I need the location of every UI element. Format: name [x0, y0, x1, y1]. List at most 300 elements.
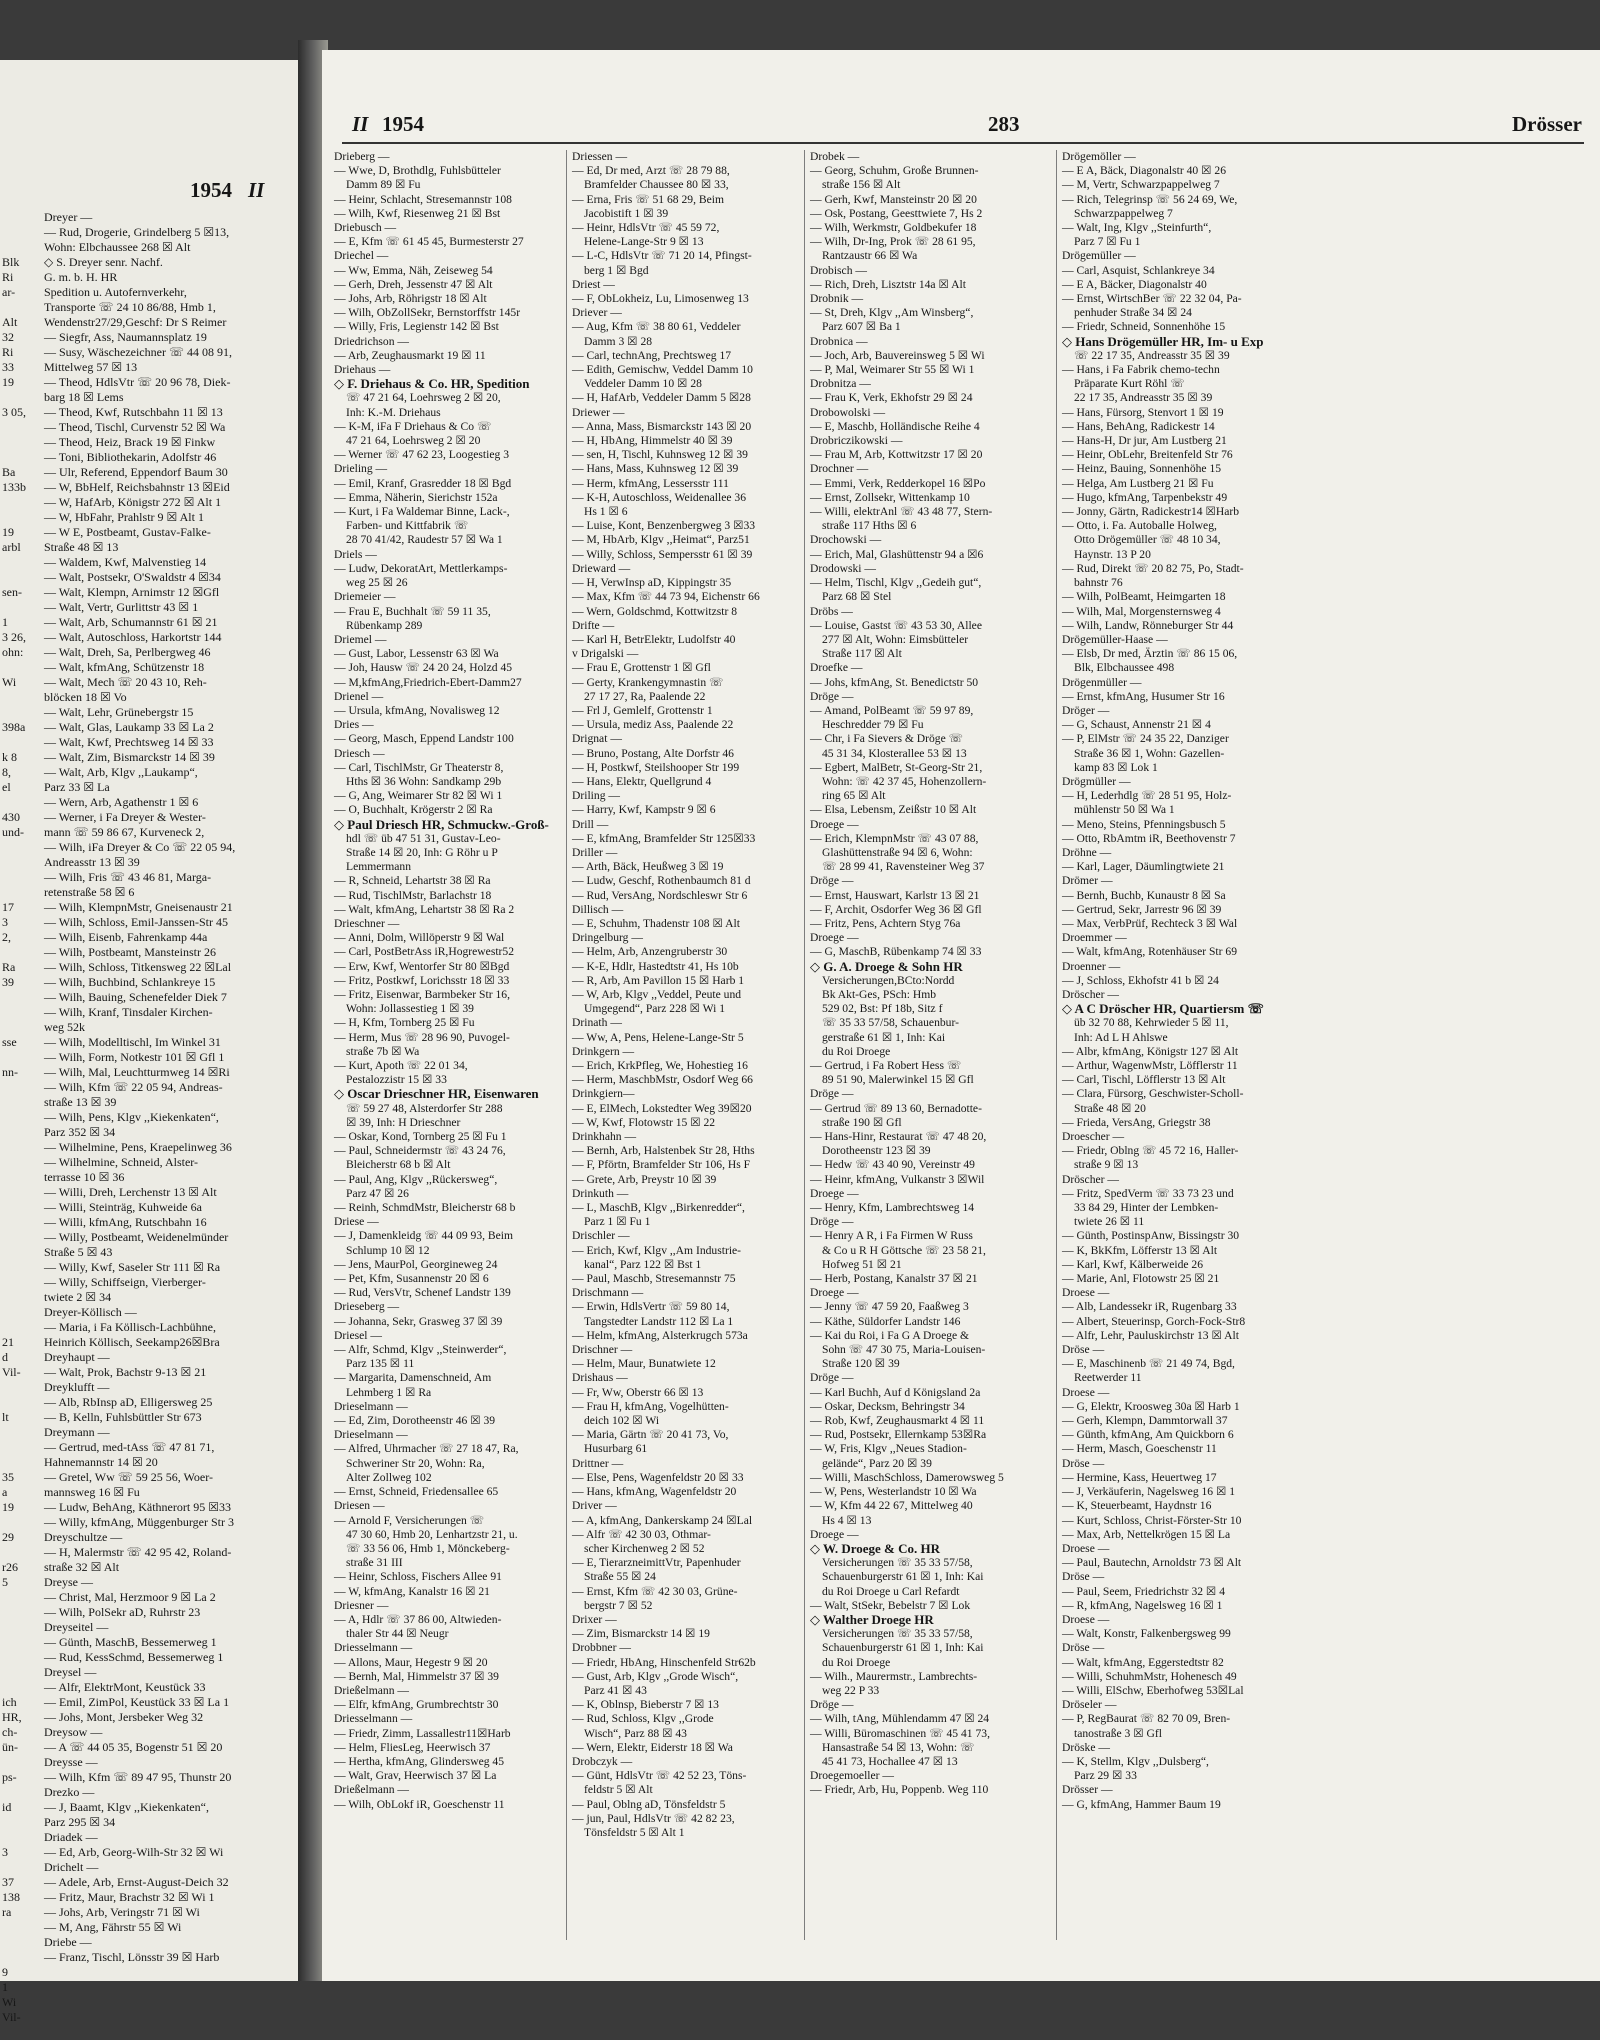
directory-entry: — Wilhelmine, Schneid, Alster- — [44, 1155, 199, 1169]
margin-fragment — [2, 435, 44, 450]
directory-entry: Straße 55 ☒ 24 — [584, 1570, 656, 1584]
margin-fragment: 19 — [2, 1500, 14, 1514]
directory-entry: Damm 3 ☒ 28 — [584, 334, 653, 348]
directory-entry: twiete 2 ☒ 34 — [44, 1290, 112, 1304]
surname-heading: Droese — — [1062, 1385, 1110, 1399]
margin-fragment: ohn: — [2, 645, 24, 659]
directory-entry: Otto Drögemüller ☏ 48 10 34, — [1074, 533, 1221, 547]
surname-heading: Drieschner — — [334, 916, 400, 930]
surname-heading: Droemmer — — [1062, 931, 1127, 945]
directory-entry: — Walt, Dreh, Sa, Perlbergweg 46 — [44, 645, 211, 659]
directory-entry: — Albert, Steuerinsp, Gorch-Fock-Str8 — [1062, 1314, 1246, 1328]
directory-entry: — Meno, Steins, Pfenningsbusch 5 — [1062, 817, 1226, 831]
surname-heading: Driewer — — [572, 405, 625, 419]
directory-entry: Straße 120 ☒ 39 — [822, 1357, 900, 1371]
directory-entry: — M,kfmAng,Friedrich-Ebert-Damm27 — [334, 675, 522, 689]
directory-entry: — G, Schaust, Annenstr 21 ☒ 4 — [1062, 718, 1211, 732]
margin-fragment: 33 — [2, 360, 14, 374]
directory-entry: — E, Schuhm, Thadenstr 108 ☒ Alt — [572, 916, 740, 930]
directory-entry: — Hans, BehAng, Radickestr 14 — [1062, 419, 1215, 433]
directory-entry: — Frau K, Verk, Ekhofstr 29 ☒ 24 — [810, 391, 973, 405]
directory-entry: — Otto, i. Fa. Autoballe Holweg, — [1062, 519, 1217, 533]
directory-entry: Spedition u. Autofernverkehr, — [44, 285, 187, 299]
directory-entry: straße 190 ☒ Gfl — [822, 1115, 902, 1129]
directory-entry: — R, Schneid, Lehartstr 38 ☒ Ra — [334, 874, 491, 888]
left-header-roman: II — [248, 178, 265, 202]
directory-entry: Parz 68 ☒ Stel — [822, 590, 892, 604]
surname-heading: Dreymann — — [44, 1425, 110, 1439]
margin-fragment: 8, — [2, 765, 11, 779]
surname-heading: Droegemoeller — — [810, 1769, 895, 1783]
directory-entry: — Heinr, ObLehr, Breitenfeld Str 76 — [1062, 448, 1233, 462]
margin-fragment: sse — [2, 1035, 17, 1049]
directory-entry: Umgegend“, Parz 228 ☒ Wi 1 — [584, 1002, 726, 1016]
directory-entry: — Frl J, Gemlelf, Grottenstr 1 — [572, 703, 713, 717]
directory-entry: — Rud, Schloss, Klgv ,,Grode — [572, 1712, 714, 1726]
margin-fragment — [2, 690, 44, 705]
directory-entry: — Heinr, Schlacht, Stresemannstr 108 — [334, 192, 512, 206]
surname-heading: Dreyer — — [44, 210, 93, 224]
directory-column-2 — [572, 150, 800, 1970]
directory-column-3 — [810, 150, 1052, 1970]
directory-entry: — Helm, Arb, Anzengruberstr 30 — [572, 945, 728, 959]
margin-fragment: Ri — [2, 345, 14, 359]
directory-entry: — Wilh, Kranf, Tinsdaler Kirchen- — [44, 1005, 213, 1019]
margin-fragment — [2, 1110, 44, 1125]
surname-heading: Drobriczikowski — — [810, 434, 903, 448]
directory-entry: — Erna, Fris ☏ 51 68 29, Beim — [572, 192, 725, 206]
directory-entry: — Wilh, Kfm ☏ 89 47 95, Thunstr 20 — [44, 1770, 232, 1784]
directory-entry: — Johs, Arb, Röhrigstr 18 ☒ Alt — [334, 292, 487, 306]
directory-entry: — Walt, Arb, Klgv ,,Laukamp“, — [44, 765, 198, 779]
directory-entry: — Kurt, Schloss, Christ-Förster-Str 10 — [1062, 1513, 1242, 1527]
directory-entry: — Johanna, Sekr, Grasweg 37 ☒ 39 — [334, 1314, 503, 1328]
directory-entry: — Alfr, Schmd, Klgv ,,Steinwerder“, — [334, 1343, 507, 1357]
directory-entry: — J, Verkäuferin, Nagelsweg 16 ☒ 1 — [1062, 1485, 1236, 1499]
directory-entry: — Wilh, Eisenb, Fahrenkamp 44a — [44, 930, 208, 944]
surname-heading: Driever — — [572, 306, 622, 320]
margin-fragment — [2, 1425, 44, 1440]
directory-entry: hdl ☏ üb 47 51 31, Gustav-Leo- — [346, 831, 501, 845]
directory-entry: Pestalozzistr 15 ☒ 33 — [346, 1073, 447, 1087]
surname-heading: Driesen — — [334, 1499, 385, 1513]
directory-entry: — Wilh, KlempnMstr, Gneisenaustr 21 — [44, 900, 233, 914]
directory-entry: — Ludw, DekoratArt, Mettlerkamps- — [334, 561, 508, 575]
directory-entry: — A, kfmAng, Dankerskamp 24 ☒Lal — [572, 1513, 753, 1527]
directory-entry: 277 ☒ Alt, Wohn: Eimsbütteler — [822, 632, 969, 646]
directory-entry: Jacobistift 1 ☒ 39 — [584, 206, 669, 220]
directory-entry: Rübenkamp 289 — [346, 618, 423, 632]
directory-entry: — R, kfmAng, Nagelsweg 16 ☒ 1 — [1062, 1598, 1223, 1612]
directory-entry: Parz 135 ☒ 11 — [346, 1357, 415, 1371]
directory-entry: — E, Maschinenb ☏ 21 49 74, Bgd, — [1062, 1357, 1235, 1371]
directory-entry: 33 84 29, Hinter der Lembken- — [1074, 1201, 1219, 1215]
directory-entry: — W, kfmAng, Kanalstr 16 ☒ 21 — [334, 1584, 490, 1598]
directory-entry: — Jens, MaurPol, Georgineweg 24 — [334, 1257, 498, 1271]
surname-heading: Driese — — [334, 1215, 379, 1229]
surname-heading: Drischmann — — [572, 1286, 644, 1300]
directory-entry: — Kurt, i Fa Waldemar Binne, Lack-, — [334, 505, 510, 519]
surname-heading: Driesner — — [334, 1598, 389, 1612]
directory-entry: — Karl H, BetrElektr, Ludolfstr 40 — [572, 632, 736, 646]
margin-fragment — [2, 1125, 44, 1140]
surname-heading: Driemel — — [334, 632, 387, 646]
directory-entry: Wendenstr27/29,Geschf: Dr S Reimer — [44, 315, 227, 329]
directory-entry: — Herm, kfmAng, Lessersstr 111 — [572, 476, 729, 490]
directory-entry: 89 51 90, Malerwinkel 15 ☒ Gfl — [822, 1073, 974, 1087]
directory-entry: — A, Hdlr ☏ 37 86 00, Altwieden- — [334, 1612, 502, 1626]
left-page — [0, 60, 298, 2024]
margin-fragment — [2, 660, 44, 675]
directory-entry: — Karl Buchh, Auf d Königsland 2a — [810, 1385, 981, 1399]
directory-entry: — G, MaschB, Rübenkamp 74 ☒ 33 — [810, 945, 982, 959]
margin-fragment: 3 26, — [2, 630, 26, 644]
directory-entry: — Gerh, Kwf, Mansteinstr 20 ☒ 20 — [810, 192, 977, 206]
directory-entry: — Alfr ☏ 42 30 03, Othmar- — [572, 1527, 711, 1541]
margin-fragment: 2, — [2, 930, 11, 944]
surname-heading: Drobnik — — [810, 292, 864, 306]
margin-fragment: Vil- — [2, 2010, 21, 2024]
directory-entry: — Willi, kfmAng, Rutschbahn 16 — [44, 1215, 207, 1229]
directory-entry: Alter Zollweg 102 — [346, 1470, 432, 1484]
directory-entry: — Toni, Bibliothekarin, Adolfstr 46 — [44, 450, 217, 464]
directory-entry: Wisch“, Parz 88 ☒ 43 — [584, 1726, 687, 1740]
margin-fragment — [2, 1785, 44, 1800]
directory-entry: — Günt, HdlsVtr ☏ 42 52 23, Töns- — [572, 1769, 747, 1783]
directory-entry: penhuder Straße 34 ☒ 24 — [1074, 306, 1192, 320]
directory-entry: — Helga, Am Lustberg 21 ☒ Fu — [1062, 476, 1214, 490]
surname-heading: Dröger — — [1062, 703, 1110, 717]
surname-heading: Drobbner — — [572, 1641, 631, 1655]
firm-entry: ◇ S. Dreyer senr. Nachf. — [44, 255, 163, 269]
directory-entry: — K, Oblnsp, Bieberstr 7 ☒ 13 — [572, 1698, 719, 1712]
directory-entry: — Harry, Kwf, Kampstr 9 ☒ 6 — [572, 803, 716, 817]
directory-entry: — Marie, Anl, Flotowstr 25 ☒ 21 — [1062, 1272, 1220, 1286]
surname-heading: Drixer — — [572, 1612, 617, 1626]
surname-heading: Droege — — [810, 1527, 859, 1541]
directory-entry: — Willi, elektrAnl ☏ 43 48 77, Stern- — [810, 505, 993, 519]
directory-entry: deich 102 ☒ Wi — [584, 1414, 660, 1428]
margin-fragment: nn- — [2, 1065, 18, 1079]
surname-heading: Dröge — — [810, 1698, 854, 1712]
directory-entry: — Oskar, Kond, Tornberg 25 ☒ Fu 1 — [334, 1130, 507, 1144]
directory-entry: du Roi Droege — [822, 1044, 891, 1058]
surname-heading: Dreysow — — [44, 1725, 103, 1739]
directory-entry: Lehmberg 1 ☒ Ra — [346, 1385, 432, 1399]
surname-heading: Drieseberg — — [334, 1300, 400, 1314]
directory-entry: — Wwe, D, Brothdlg, Fuhlsbütteler — [334, 164, 501, 178]
directory-entry: — Carl, PostBetrAss iR,Hogrewestr52 — [334, 945, 515, 959]
surname-heading: Dries — — [334, 718, 374, 732]
directory-entry: blöcken 18 ☒ Vo — [44, 690, 127, 704]
directory-entry: — Wilh, Werkmstr, Goldbekufer 18 — [810, 221, 977, 235]
margin-fragment — [2, 1395, 44, 1410]
directory-entry: — Louise, Gastst ☏ 43 53 30, Allee — [810, 618, 982, 632]
margin-fragment — [2, 450, 44, 465]
surname-heading: Drieselmann — — [334, 1428, 408, 1442]
directory-entry: — Ernst, Kfm ☏ 42 30 03, Grüne- — [572, 1584, 738, 1598]
margin-fragment: Blk — [2, 255, 20, 269]
directory-entry: — Else, Pens, Wagenfeldstr 20 ☒ 33 — [572, 1470, 744, 1484]
margin-fragment — [2, 1215, 44, 1230]
directory-entry: Drinkgiern— — [572, 1087, 635, 1101]
directory-entry: — Johs, Arb, Veringstr 71 ☒ Wi — [44, 1905, 200, 1919]
firm-entry: ◇ Hans Drögemüller HR, Im- u Exp — [1062, 333, 1264, 349]
firm-entry: ◇ Oscar Drieschner HR, Eisenwaren — [334, 1086, 539, 1102]
directory-entry: — Emmi, Verk, Redderkopel 16 ☒Po — [810, 476, 986, 490]
directory-entry: Heinrich Köllisch, Seekamp26☒Bra — [44, 1335, 220, 1349]
directory-entry: Haynstr. 13 P 20 — [1074, 547, 1151, 561]
directory-entry: — Willy, Postbeamt, Weidenelmünder — [44, 1230, 229, 1244]
directory-entry: — Friedr, HbAng, Hinschenfeld Str62b — [572, 1655, 756, 1669]
margin-fragment: ar- — [2, 285, 16, 299]
directory-entry: — Erwin, HdlsVertr ☏ 59 80 14, — [572, 1300, 730, 1314]
directory-entry: — Maria, Gärtn ☏ 20 41 73, Vo, — [572, 1428, 729, 1442]
margin-fragment: d — [2, 1350, 8, 1364]
right-header-roman: II — [352, 112, 369, 136]
directory-entry: — Wilh, Schloss, Titkensweg 22 ☒Lal — [44, 960, 232, 974]
surname-heading: Drießelmann — — [334, 1683, 410, 1697]
directory-entry: ☏ 22 17 35, Andreasstr 35 ☒ 39 — [1074, 348, 1230, 362]
directory-entry: — Alb, RbInsp aD, Elligersweg 25 — [44, 1395, 213, 1409]
directory-entry: kanal“, Parz 122 ☒ Bst 1 — [584, 1257, 702, 1271]
surname-heading: Dröse — — [1062, 1570, 1105, 1584]
margin-fragment — [2, 1515, 44, 1530]
margin-fragment — [2, 1305, 44, 1320]
directory-entry: Hansastraße 54 ☒ 13, Wohn: ☏ — [822, 1740, 975, 1754]
directory-entry: — Wilh, Form, Notkestr 101 ☒ Gfl 1 — [44, 1050, 225, 1064]
right-header-year: 1954 — [382, 112, 424, 136]
directory-entry: — Werner, i Fa Dreyer & Wester- — [44, 810, 206, 824]
directory-entry: Schauenburgerstr 61 ☒ 1, Inh: Kai — [822, 1641, 984, 1655]
directory-entry: — M, Ang, Fährstr 55 ☒ Wi — [44, 1920, 182, 1934]
directory-entry: — Wern, Arb, Agathenstr 1 ☒ 6 — [44, 795, 199, 809]
directory-entry: — G, Elektr, Kroosweg 30a ☒ Harb 1 — [1062, 1399, 1240, 1413]
directory-entry: — Gerty, Krankengymnastin ☏ — [572, 675, 724, 689]
directory-entry: — J, Schloss, Ekhofstr 41 b ☒ 24 — [1062, 973, 1219, 987]
directory-entry: — Friedr, Oblng ☏ 45 72 16, Haller- — [1062, 1144, 1239, 1158]
directory-entry: — Walt, Lehr, Grünebergstr 15 — [44, 705, 194, 719]
directory-entry: du Roi Droege — [822, 1655, 891, 1669]
directory-entry: — Erich, Kwf, Klgv ,,Am Industrie- — [572, 1243, 742, 1257]
directory-entry: straße 9 ☒ 13 — [1074, 1158, 1139, 1172]
directory-entry: 28 70 41/42, Raudestr 57 ☒ Wa 1 — [346, 533, 503, 547]
directory-entry: — Hans, kfmAng, Wagenfeldstr 20 — [572, 1485, 737, 1499]
surname-heading: Drieward — — [572, 561, 631, 575]
directory-entry: — Frau E, Buchhalt ☏ 59 11 35, — [334, 604, 491, 618]
margin-fragment: 5 — [2, 1575, 8, 1589]
surname-heading: Dreyse — — [44, 1575, 93, 1589]
directory-entry: — J, Baamt, Klgv ,,Kiekenkaten“, — [44, 1800, 209, 1814]
margin-fragment — [2, 1320, 44, 1335]
directory-entry: — Gertrud ☏ 89 13 60, Bernadotte- — [810, 1101, 982, 1115]
directory-entry: — Carl, technAng, Prechtsweg 17 — [572, 348, 732, 362]
margin-fragment — [2, 885, 44, 900]
margin-fragment: a — [2, 1485, 8, 1499]
margin-fragment: ch- — [2, 1725, 18, 1739]
directory-entry: — Zim, Bismarckstr 14 ☒ 19 — [572, 1627, 710, 1641]
directory-entry: Transporte ☏ 24 10 86/88, Hmb 1, — [44, 300, 216, 314]
margin-fragment: 3 05, — [2, 405, 26, 419]
directory-entry: gerstraße 61 ☒ 1, Inh: Kai — [822, 1030, 946, 1044]
directory-entry: ☏ 59 27 48, Alsterdorfer Str 288 — [346, 1101, 503, 1115]
margin-fragment — [2, 1050, 44, 1065]
margin-fragment — [2, 1080, 44, 1095]
surname-heading: Drodowski — — [810, 561, 877, 575]
directory-entry: Schwarzpappelweg 7 — [1074, 206, 1173, 220]
directory-entry: weg 52k — [44, 1020, 85, 1034]
directory-entry: — Walt, Postsekr, O'Swaldstr 4 ☒34 — [44, 570, 221, 584]
margin-fragment — [2, 990, 44, 1005]
directory-entry: — Waldem, Kwf, Malvenstieg 14 — [44, 555, 207, 569]
directory-column-1 — [334, 150, 562, 1970]
directory-entry: — Theod, Heiz, Brack 19 ☒ Finkw — [44, 435, 216, 449]
directory-entry: — E, Kfm ☏ 61 45 45, Burmesterstr 27 — [334, 235, 524, 249]
directory-entry: — E A, Bäck, Diagonalstr 40 ☒ 26 — [1062, 164, 1226, 178]
directory-entry: barg 18 ☒ Lems — [44, 390, 124, 404]
directory-entry: — Walt, kfmAng, Rotenhäuser Str 69 — [1062, 945, 1237, 959]
surname-heading: Droenner — — [1062, 959, 1121, 973]
margin-fragment — [2, 1860, 44, 1875]
directory-entry: straße 32 ☒ Alt — [44, 1560, 120, 1574]
directory-entry: — Wilh, Schloss, Emil-Janssen-Str 45 — [44, 915, 228, 929]
surname-heading: Dröge — — [810, 689, 854, 703]
directory-entry: — Wilh., Maurermstr., Lambrechts- — [810, 1669, 978, 1683]
surname-heading: Drienel — — [334, 689, 384, 703]
directory-entry: — Ursula, mediz Ass, Paalende 22 — [572, 718, 734, 732]
directory-entry: — Herm, MaschbMstr, Osdorf Weg 66 — [572, 1073, 753, 1087]
directory-entry: — Gust, Labor, Lessenstr 63 ☒ Wa — [334, 647, 499, 661]
directory-entry: Bleicherstr 68 b ☒ Alt — [346, 1158, 451, 1172]
directory-entry: 47 21 64, Loehrsweg 2 ☒ 20 — [346, 434, 481, 448]
directory-entry: Parz 607 ☒ Ba 1 — [822, 320, 901, 334]
directory-entry: — W, BbHelf, Reichsbahnstr 13 ☒Eid — [44, 480, 230, 494]
directory-entry: — F, ObLokheiz, Lu, Limosenweg 13 — [572, 292, 749, 306]
margin-fragment: 21 — [2, 1335, 14, 1349]
directory-entry: — Wilh, Landw, Rönneburger Str 44 — [1062, 618, 1234, 632]
margin-fragment — [2, 1200, 44, 1215]
directory-entry: — Walt, Arb, Schumannstr 61 ☒ 21 — [44, 615, 218, 629]
directory-entry: — Aug, Kfm ☏ 38 80 61, Veddeler — [572, 320, 741, 334]
surname-heading: Drieberg — — [334, 150, 390, 163]
directory-entry: twiete 26 ☒ 11 — [1074, 1215, 1145, 1229]
margin-fragment: Wi — [2, 675, 17, 689]
surname-heading: Dröge — — [810, 1371, 854, 1385]
margin-fragment — [2, 495, 44, 510]
directory-entry: — Wilh, Mal, Morgensternsweg 4 — [1062, 604, 1221, 618]
directory-entry: — Siegfr, Ass, Naumannsplatz 19 — [44, 330, 207, 344]
directory-entry: — E, TierarzneimittVtr, Papenhuder — [572, 1556, 741, 1570]
directory-entry: — Ernst, Zollsekr, Wittenkamp 10 — [810, 490, 970, 504]
directory-entry: — Wilh, PolBeamt, Heimgarten 18 — [1062, 590, 1226, 604]
directory-entry: ☏ 33 56 06, Hmb 1, Mönckeberg- — [346, 1541, 510, 1555]
directory-entry: gelände“, Parz 20 ☒ 39 — [822, 1456, 932, 1470]
directory-entry: — Heinr, kfmAng, Vulkanstr 3 ☒Wil — [810, 1172, 985, 1186]
directory-entry: — Ed, Zim, Dorotheenstr 46 ☒ 39 — [334, 1414, 496, 1428]
directory-entry: Parz 33 ☒ La — [44, 780, 110, 794]
directory-entry: — Rud, VersVtr, Schenef Landstr 139 — [334, 1286, 511, 1300]
directory-entry: Reetwerder 11 — [1074, 1371, 1142, 1385]
directory-entry: — Wilh, Pens, Klgv ,,Kiekenkaten“, — [44, 1110, 219, 1124]
directory-entry: — Hugo, kfmAng, Tarpenbekstr 49 — [1062, 490, 1228, 504]
directory-entry: straße 117 Hths ☒ 6 — [822, 519, 917, 533]
directory-entry: — Emil, Kranf, Grasredder 18 ☒ Bgd — [334, 476, 512, 490]
directory-entry: — F, Archit, Osdorfer Weg 36 ☒ Gfl — [810, 902, 982, 916]
directory-entry: — Helm, Maur, Bunatwiete 12 — [572, 1357, 716, 1371]
directory-entry: du Roi Droege u Carl Refardt — [822, 1584, 960, 1598]
margin-fragment — [2, 2025, 44, 2040]
margin-fragment — [2, 420, 44, 435]
directory-entry: — Hertha, kfmAng, Glindersweg 45 — [334, 1754, 505, 1768]
directory-entry: — Willy, kfmAng, Müggenburger Str 3 — [44, 1515, 234, 1529]
surname-heading: Dreyklufft — — [44, 1380, 110, 1394]
surname-heading: Driedrichson — — [334, 334, 410, 348]
directory-entry: — Pet, Kfm, Susannenstr 20 ☒ 6 — [334, 1272, 489, 1286]
directory-entry: — Heinz, Bauing, Sonnenhöhe 15 — [1062, 462, 1222, 476]
margin-fragment — [2, 555, 44, 570]
directory-entry: — Johs, kfmAng, St. Benedictstr 50 — [810, 675, 979, 689]
directory-entry: — P, RegBaurat ☏ 82 70 09, Bren- — [1062, 1712, 1231, 1726]
margin-fragment: 9 — [2, 1965, 8, 1979]
directory-entry: — Elsb, Dr med, Ärztin ☏ 86 15 06, — [1062, 647, 1238, 661]
directory-entry: — Allons, Maur, Hegestr 9 ☒ 20 — [334, 1655, 488, 1669]
directory-entry: — Herm, Mus ☏ 28 96 90, Puvogel- — [334, 1030, 510, 1044]
directory-entry: — Helm, Tischl, Klgv ,,Gedeih gut“, — [810, 576, 982, 590]
directory-entry: — Emil, ZimPol, Keustück 33 ☒ La 1 — [44, 1695, 230, 1709]
directory-entry: — H, VerwInsp aD, Kippingstr 35 — [572, 576, 732, 590]
directory-entry: — Willi, ElSchw, Eberhofweg 53☒Lal — [1062, 1683, 1244, 1697]
directory-entry: — Maria, i Fa Köllisch-Lachbühne, — [44, 1320, 216, 1334]
firm-entry: ◇ Walther Droege HR — [810, 1611, 934, 1627]
margin-fragment: Vil- — [2, 1365, 21, 1379]
margin-fragment — [2, 1620, 44, 1635]
directory-entry: — Gertrud, i Fa Robert Hess ☏ — [810, 1059, 962, 1072]
directory-entry: — K, BkKfm, Löfferstr 13 ☒ Alt — [1062, 1243, 1218, 1257]
directory-column-4 — [1062, 150, 1298, 1970]
directory-entry: — H, Postkwf, Steilshooper Str 199 — [572, 760, 740, 774]
directory-entry: — Ed, Dr med, Arzt ☏ 28 79 88, — [572, 164, 730, 178]
margin-fragment: Alt — [2, 315, 18, 329]
directory-entry: — Walt, StSekr, Bebelstr 7 ☒ Lok — [810, 1598, 971, 1612]
margin-fragment: 138 — [2, 1890, 20, 1904]
margin-fragment: lt — [2, 1410, 9, 1424]
margin-fragment — [2, 1140, 44, 1155]
directory-entry: — Paul, Oblng aD, Tönsfeldstr 5 — [572, 1797, 726, 1811]
directory-entry: — Herb, Postang, Kanalstr 37 ☒ 21 — [810, 1272, 978, 1286]
margin-fragment: Ra — [2, 960, 16, 974]
directory-entry: 47 30 60, Hmb 20, Lenhartzstr 21, u. — [346, 1527, 518, 1541]
directory-entry: — Walt, Glas, Laukamp 33 ☒ La 2 — [44, 720, 214, 734]
directory-entry: — Günth, MaschB, Bessemerweg 1 — [44, 1635, 217, 1649]
directory-entry: — Hans-Hinr, Restaurat ☏ 47 48 20, — [810, 1130, 987, 1144]
margin-fragment: arbl — [2, 540, 21, 554]
directory-entry: — Wilh, PolSekr aD, Ruhrstr 23 — [44, 1605, 201, 1619]
surname-heading: Driehaus — — [334, 363, 391, 377]
directory-entry: — Wern, Elektr, Eiderstr 18 ☒ Wa — [572, 1740, 733, 1754]
directory-entry: — Hans, Elektr, Quellgrund 4 — [572, 774, 712, 788]
margin-fragment: sen- — [2, 585, 22, 599]
directory-entry: — Rud, VersAng, Nordschleswr Str 6 — [572, 888, 748, 902]
directory-entry: — Rud, TischlMstr, Barlachstr 18 — [334, 888, 492, 902]
directory-entry: — Willi, MaschSchloss, Damerowsweg 5 — [810, 1470, 1004, 1484]
directory-entry: 529 02, Bst: Pf 18b, Sitz f — [822, 1002, 943, 1016]
directory-entry: — Walt, kfmAng, Eggerstedtstr 82 — [1062, 1655, 1224, 1669]
directory-entry: — Walt, kfmAng, Schützenstr 18 — [44, 660, 205, 674]
margin-fragment — [2, 1455, 44, 1470]
directory-entry: — Gust, Arb, Klgv ,,Grode Wisch“, — [572, 1669, 739, 1683]
surname-heading: Drischler — — [572, 1229, 630, 1243]
directory-entry: — Erich, KlempnMstr ☏ 43 07 88, — [810, 831, 979, 845]
